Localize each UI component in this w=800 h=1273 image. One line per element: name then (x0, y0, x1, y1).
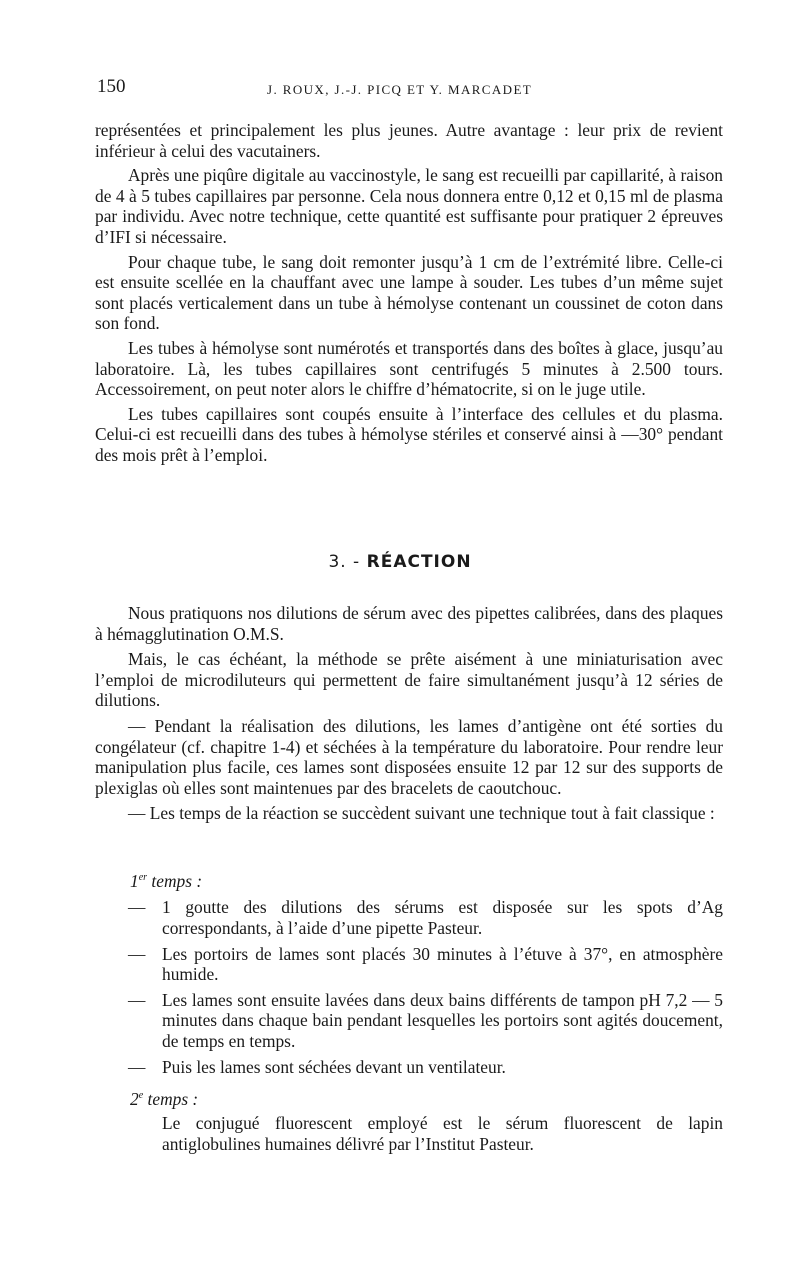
page-header (97, 76, 709, 100)
paragraph: Les tubes capillaires sont coupés ensuite à l’interface des cellules et du plasma. Celui-ci est recueilli dans des tubes à hémolyse stériles et conservé ainsi à —30° pendant des mois prêt à l’emploi. (95, 403, 723, 465)
list-item (128, 990, 723, 1052)
section-title: RÉACTION (366, 552, 472, 572)
paragraph: — Pendant la réalisation des dilutions, les lames d’antigène ont été sorties du congélateur (cf. chapitre 1-4) et séchées à la température du laboratoire. Pour rendre leur manipulation plus facile, ces lames sont disposées ensuite 12 par 12 sur des supports de plexiglas où elles sont maintenues par des bracelets de caoutchouc. (95, 715, 723, 798)
dash-marker: — (128, 943, 146, 964)
dash-marker: — (128, 897, 146, 918)
paragraph: Pour chaque tube, le sang doit remonter jusqu’à 1 cm de l’extrémité libre. Celle-ci est ensuite scellée en la chauffant avec une lampe à souder. Les tubes d’un même sujet sont placés verticalement dans un tube à hémolyse contenant un coussinet de coton dans son fond. (95, 251, 723, 334)
section-3-body (95, 603, 723, 829)
running-head: J. ROUX, J.-J. PICQ ET Y. MARCADET (267, 82, 533, 97)
paragraph: Mais, le cas échéant, la méthode se prête aisément à une miniaturisation avec l’emploi de microdiluteurs qui permettent de faire simultanément jusqu’à 12 séries de dilutions. (95, 649, 723, 711)
section-heading (0, 552, 800, 572)
dash-marker: — (128, 989, 146, 1010)
list-item (128, 1057, 723, 1078)
list-item-text: Puis les lames sont séchées devant un ventilateur. (162, 1056, 506, 1077)
section-1-body (95, 120, 723, 470)
temps-1-label: 1er temps : (130, 870, 203, 891)
paragraph: représentées et principalement les plus jeunes. Autre avantage : leur prix de revient inférieur à celui des vacutainers. (95, 120, 723, 161)
paragraph: Nous pratiquons nos dilutions de sérum avec des pipettes calibrées, dans des plaques à hémagglutination O.M.S. (95, 603, 723, 644)
list-item (128, 897, 723, 938)
list-item (128, 944, 723, 985)
list-item-text: Les lames sont ensuite lavées dans deux bains différents de tampon pH 7,2 — 5 minutes dans chaque bain pendant lesquelles les portoirs sont agités doucement, de temps en temps. (162, 989, 723, 1051)
temps-2-label: 2e temps : (130, 1088, 199, 1109)
section-number: 3. - (328, 552, 361, 572)
paragraph: Les tubes à hémolyse sont numérotés et transportés dans des boîtes à glace, jusqu’au laboratoire. Là, les tubes capillaires sont centrifugés 5 minutes à 2.500 tours. Accessoirement, on peut noter alors le chiffre d’hématocrite, si on le juge utile. (95, 337, 723, 400)
paragraph: Après une piqûre digitale au vaccinostyle, le sang est recueilli par capillarité, à raison de 4 à 5 tubes capillaires par personne. Cela nous donnera entre 0,12 et 0,15 ml de plasma par individu. Avec notre technique, cette quantité est suffisante pour pratiquer 2 épreuves d’IFI si nécessaire. (95, 165, 723, 247)
temps-1-block (128, 868, 723, 1082)
list-item-text: 1 goutte des dilutions des sérums est disposée sur les spots d’Ag correspondants, à l’aide d’une pipette Pasteur. (162, 897, 723, 938)
dash-marker: — (128, 1056, 146, 1077)
temps-2-block (128, 1086, 723, 1155)
paragraph: — Les temps de la réaction se succèdent suivant une technique tout à fait classique : (128, 803, 715, 824)
temps-2-text: Le conjugué fluorescent employé est le sérum fluorescent de lapin antiglobulines humaines délivré par l’Institut Pasteur. (162, 1113, 723, 1154)
page-number: 150 (97, 76, 126, 97)
list-item-text: Les portoirs de lames sont placés 30 minutes à l’étuve à 37°, en atmosphère humide. (162, 943, 723, 985)
